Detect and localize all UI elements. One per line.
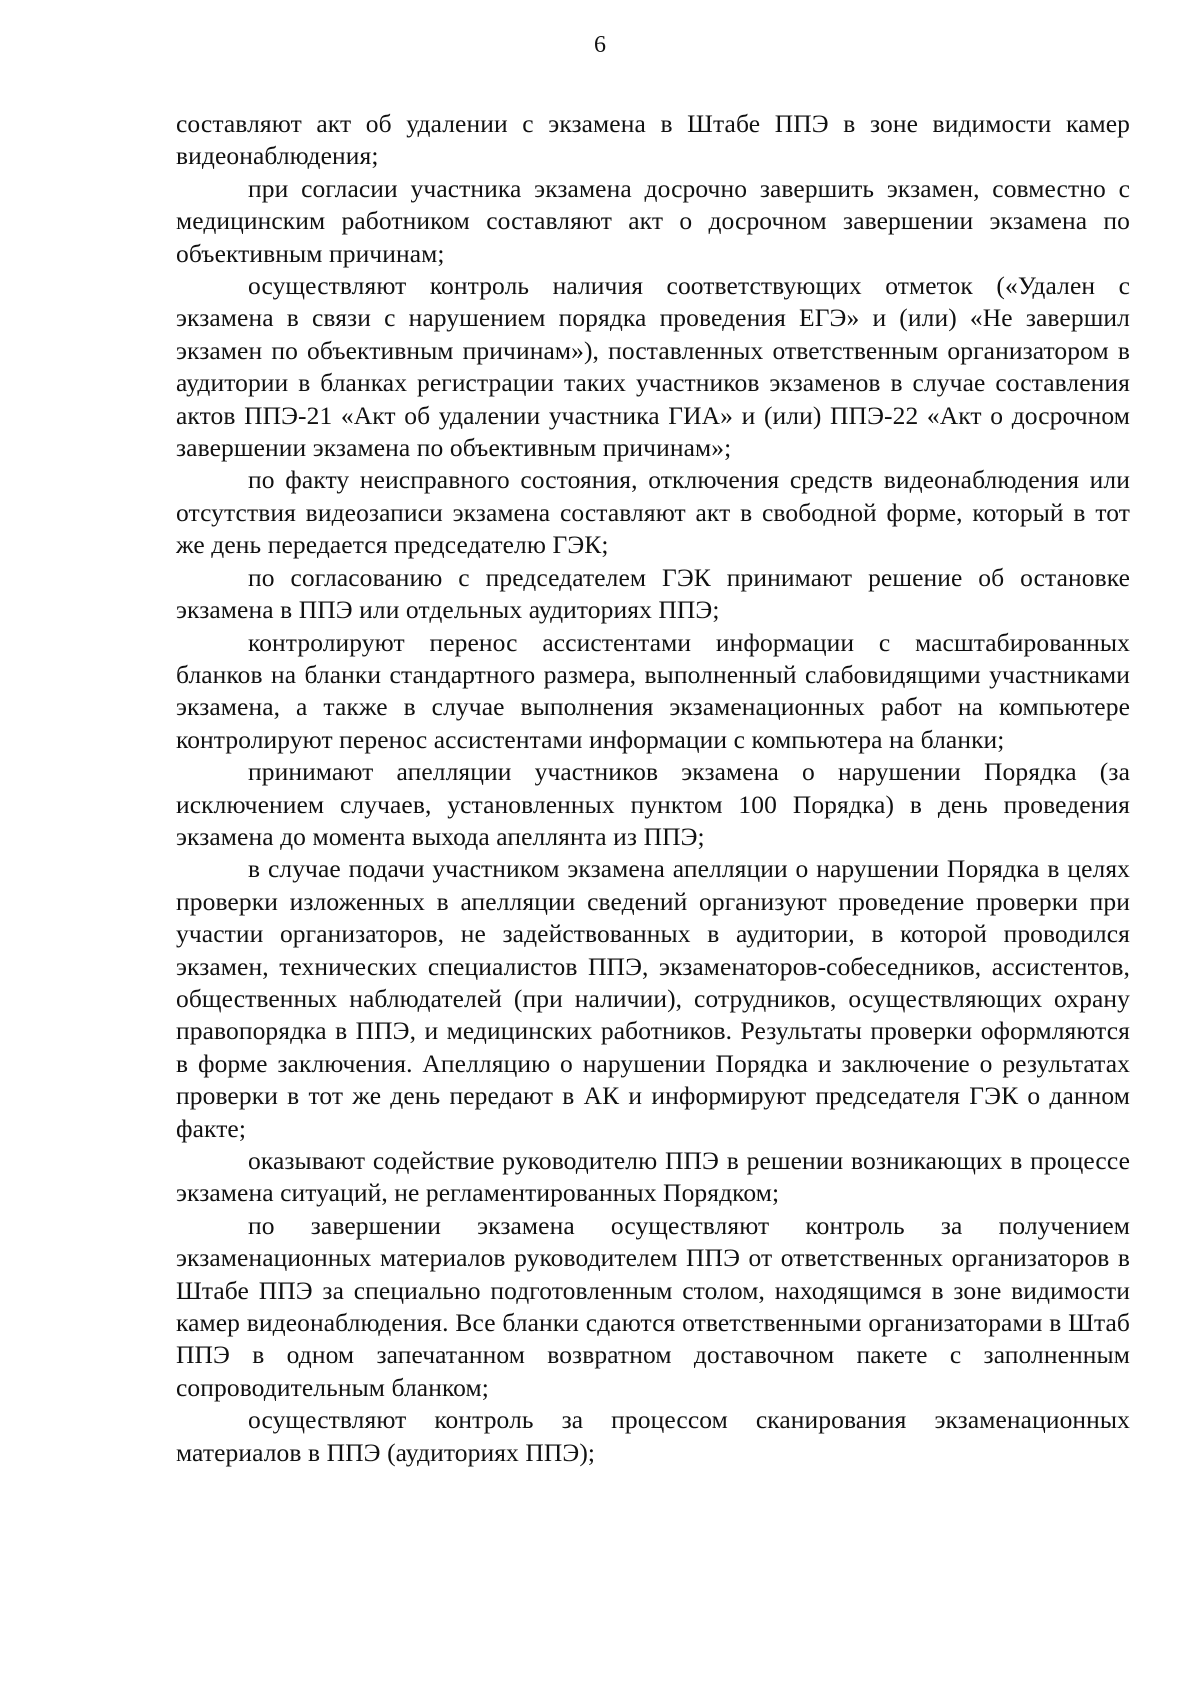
document-body bbox=[176, 108, 1130, 1469]
paragraph-scanning-control: осуществляют контроль за процессом сканирования экзаменационных материалов в ППЭ (аудиториях ППЭ); bbox=[176, 1405, 1130, 1467]
paragraph-appeals: принимают апелляции участников экзамена о нарушении Порядка (за исключением случаев, установленных пунктом 100 Порядка) в день проведения экзамена до момента выхода апеллянта из ППЭ; bbox=[176, 757, 1130, 851]
page-number: 6 bbox=[594, 32, 606, 58]
paragraph-appeal-check: в случае подачи участником экзамена апелляции о нарушении Порядка в целях проверки изложенных в апелляции сведений организуют проведение проверки при участии организаторов, не задействованных в аудитории, в которой проводился экзамен, технических специалистов ППЭ, экзаменаторов-собеседников, ассистентов, общественных наблюдателей (при наличии), сотрудников, осуществляющих охрану правопорядка в ППЭ, и медицинских работников. Результаты проверки оформляются в форме заключения. Апелляцию о нарушении Порядка и заключение о результатах проверки в тот же день передают в АК и информируют председателя ГЭК о данном факте; bbox=[176, 854, 1130, 1143]
paragraph-video-malfunction: по факту неисправного состояния, отключения средств видеонаблюдения или отсутствия видеозаписи экзамена составляют акт в свободной форме, который в тот же день передается председателю ГЭК; bbox=[176, 465, 1130, 560]
paragraph-early-completion: при согласии участника экзамена досрочно завершить экзамен, совместно с медицинским работником составляют акт о досрочном завершении экзамена по объективным причинам; bbox=[176, 173, 1130, 268]
paragraph-assistance: оказывают содействие руководителю ППЭ в решении возникающих в процессе экзамена ситуаций, не регламентированных Порядком; bbox=[176, 1146, 1130, 1208]
paragraph-continuation: составляют акт об удалении с экзамена в Штабе ППЭ в зоне видимости камер видеонаблюдения; bbox=[176, 109, 1130, 171]
paragraph-marks-control: осуществляют контроль наличия соответствующих отметок («Удален с экзамена в связи с нарушением порядка проведения ЕГЭ» и (или) «Не завершил экзамен по объективным причинам»), поставленных ответственным организатором в аудитории в бланках регистрации таких участников экзаменов в случае составления актов ППЭ-21 «Акт об удалении участника ГИА» и (или) ППЭ-22 «Акт о досрочном завершении экзамена по объективным причинам»; bbox=[176, 271, 1130, 463]
paragraph-assistant-transfer: контролируют перенос ассистентами информации с масштабированных бланков на бланки стандартного размера, выполненный слабовидящими участниками экзамена, а также в случае выполнения экзаменационных работ на компьютере контролируют перенос ассистентами информации с компьютера на бланки; bbox=[176, 627, 1130, 754]
paragraph-exam-stop: по согласованию с председателем ГЭК принимают решение об остановке экзамена в ППЭ или отдельных аудиториях ППЭ; bbox=[176, 562, 1130, 625]
paragraph-materials-receipt: по завершении экзамена осуществляют контроль за получением экзаменационных материалов руководителем ППЭ от ответственных организаторов в Штабе ППЭ за специально подготовленным столом, находящимся в зоне видимости камер видеонаблюдения. Все бланки сдаются ответственными организаторами в Штаб ППЭ в одном запечатанном возвратном доставочном пакете с заполненным сопроводительным бланком; bbox=[176, 1210, 1130, 1402]
